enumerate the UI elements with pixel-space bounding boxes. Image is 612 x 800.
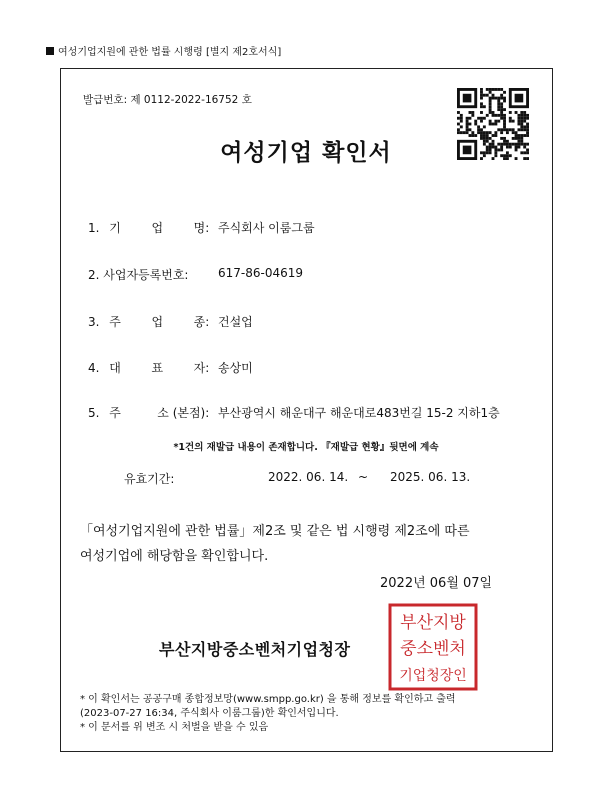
document-title: 여성기업 확인서 (220, 140, 392, 166)
form-header (46, 43, 281, 58)
footnotes (80, 693, 530, 735)
confirmation-line: 「여성기업지원에 관한 법률」제2조 및 같은 법 시행령 제2조에 따른 (80, 524, 470, 539)
field-number: 4. (88, 361, 100, 375)
label-char: 기 (109, 221, 121, 235)
field-label (88, 404, 209, 421)
field-label-text (109, 359, 209, 376)
footnote: * 이 문서를 위 변조 시 처벌을 받을 수 있음 (80, 722, 269, 733)
field-label-text (109, 219, 209, 236)
label-char: 소 (본점): (157, 406, 210, 420)
field-label (88, 313, 209, 330)
field-label-text (109, 404, 209, 421)
footnote: * 이 확인서는 공공구매 종합정보망(www.smpp.go.kr) 을 통해 정보를 확인하고 출력 (80, 694, 456, 705)
label-char: 업 (151, 315, 164, 329)
label-char: 자: (193, 361, 210, 375)
issue-date: 2022년 06월 07일 (380, 576, 493, 591)
reissue-notice: *1건의 재발급 내용이 존재합니다. 『재발급 현황』뒷면에 계속 (173, 442, 439, 453)
validity-start: 2022. 06. 14. (268, 470, 349, 484)
label-char: 명: (193, 221, 210, 235)
square-bullet-icon (46, 47, 54, 55)
field-number: 2. (88, 268, 100, 282)
address-value: 부산광역시 해운대구 해운대로483번길 15-2 지하1층 (218, 406, 500, 420)
footnote: (2023-07-27 16:34, 주식회사 이룸그룹)한 확인서입니다. (80, 708, 339, 719)
field-label-text (109, 313, 209, 330)
confirmation-line: 여성기업에 해당함을 확인합니다. (80, 549, 269, 564)
company-name-value: 주식회사 이룸그룹 (218, 221, 315, 235)
seal-line: 중소벤처 (400, 639, 466, 659)
field-number: 3. (88, 315, 100, 329)
seal-line: 기업청장인 (399, 668, 467, 684)
field-number: 1. (88, 221, 100, 235)
field-label (88, 219, 209, 236)
issuer-name: 부산지방중소벤처기업청장 (159, 640, 351, 659)
field-label (88, 359, 209, 376)
field-number: 5. (88, 406, 100, 420)
label-char: 주 (109, 406, 121, 420)
business-number-value: 617-86-04619 (218, 266, 304, 280)
seal-line: 부산지방 (400, 613, 466, 633)
field-label (88, 266, 188, 283)
confirmation-text (80, 519, 540, 569)
official-seal-stamp (387, 602, 479, 692)
label-char: 표 (151, 361, 164, 375)
validity-label: 유효기간: (124, 472, 175, 486)
label-char: 주 (109, 315, 121, 329)
validity-end: 2025. 06. 13. (390, 470, 471, 484)
industry-value: 건설업 (218, 315, 253, 329)
form-header-text: 여성기업지원에 관한 법률 시행령 [별지 제2호서식] (58, 47, 282, 58)
label-char: 대 (109, 361, 121, 375)
field-label-text: 사업자등록번호: (103, 268, 189, 282)
label-char: 종: (193, 315, 210, 329)
issue-number: 발급번호: 제 0112-2022-16752 호 (83, 94, 252, 106)
representative-value: 송상미 (218, 361, 253, 375)
validity-separator: ~ (358, 470, 369, 484)
label-char: 업 (151, 221, 164, 235)
